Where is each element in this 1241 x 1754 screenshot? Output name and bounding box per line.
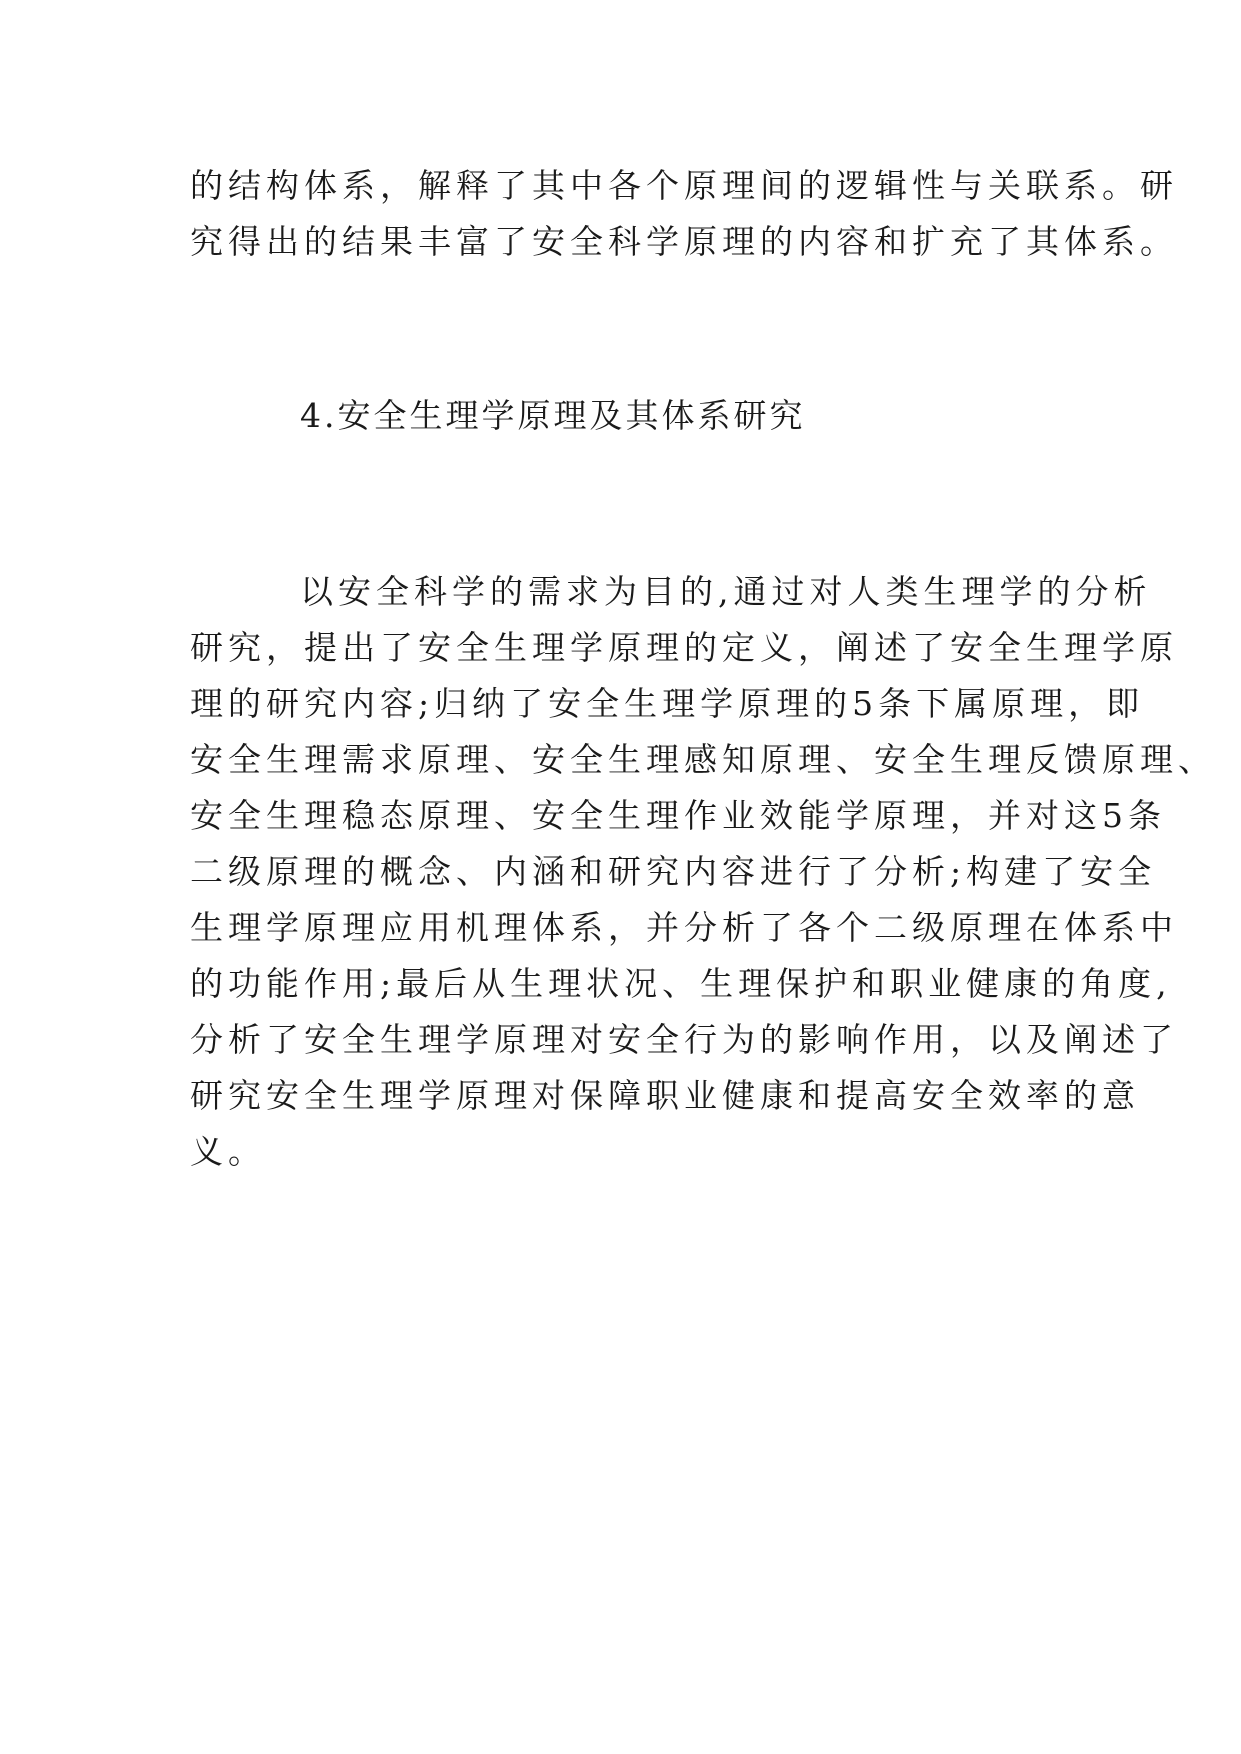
body-line-2: 研究，提出了安全生理学原理的定义，阐述了安全生理学原 [190, 628, 1178, 667]
body-line-3: 理的研究内容;归纳了安全生理学原理的5条下属原理，即 [190, 684, 1145, 723]
body-line-1: 以安全科学的需求为目的,通过对人类生理学的分析 [300, 572, 1152, 611]
body-line-5: 安全生理稳态原理、安全生理作业效能学原理，并对这5条 [190, 796, 1166, 835]
body-line-6: 二级原理的概念、内涵和研究内容进行了分析;构建了安全 [190, 852, 1157, 891]
body-line-11: 义。 [190, 1132, 266, 1171]
body-line-7: 生理学原理应用机理体系，并分析了各个二级原理在体系中 [190, 908, 1178, 947]
body-line-9: 分析了安全生理学原理对安全行为的影响作用，以及阐述了 [190, 1020, 1178, 1059]
body-line-4: 安全生理需求原理、安全生理感知原理、安全生理反馈原理、 [190, 740, 1216, 779]
intro-line-1: 的结构体系，解释了其中各个原理间的逻辑性与关联系。研 [190, 166, 1178, 205]
body-line-8: 的功能作用;最后从生理状况、生理保护和职业健康的角度, [190, 964, 1172, 1003]
intro-line-2: 究得出的结果丰富了安全科学原理的内容和扩充了其体系。 [190, 222, 1178, 261]
section-heading: 4.安全生理学原理及其体系研究 [300, 396, 806, 435]
body-line-10: 研究安全生理学原理对保障职业健康和提高安全效率的意 [190, 1076, 1140, 1115]
